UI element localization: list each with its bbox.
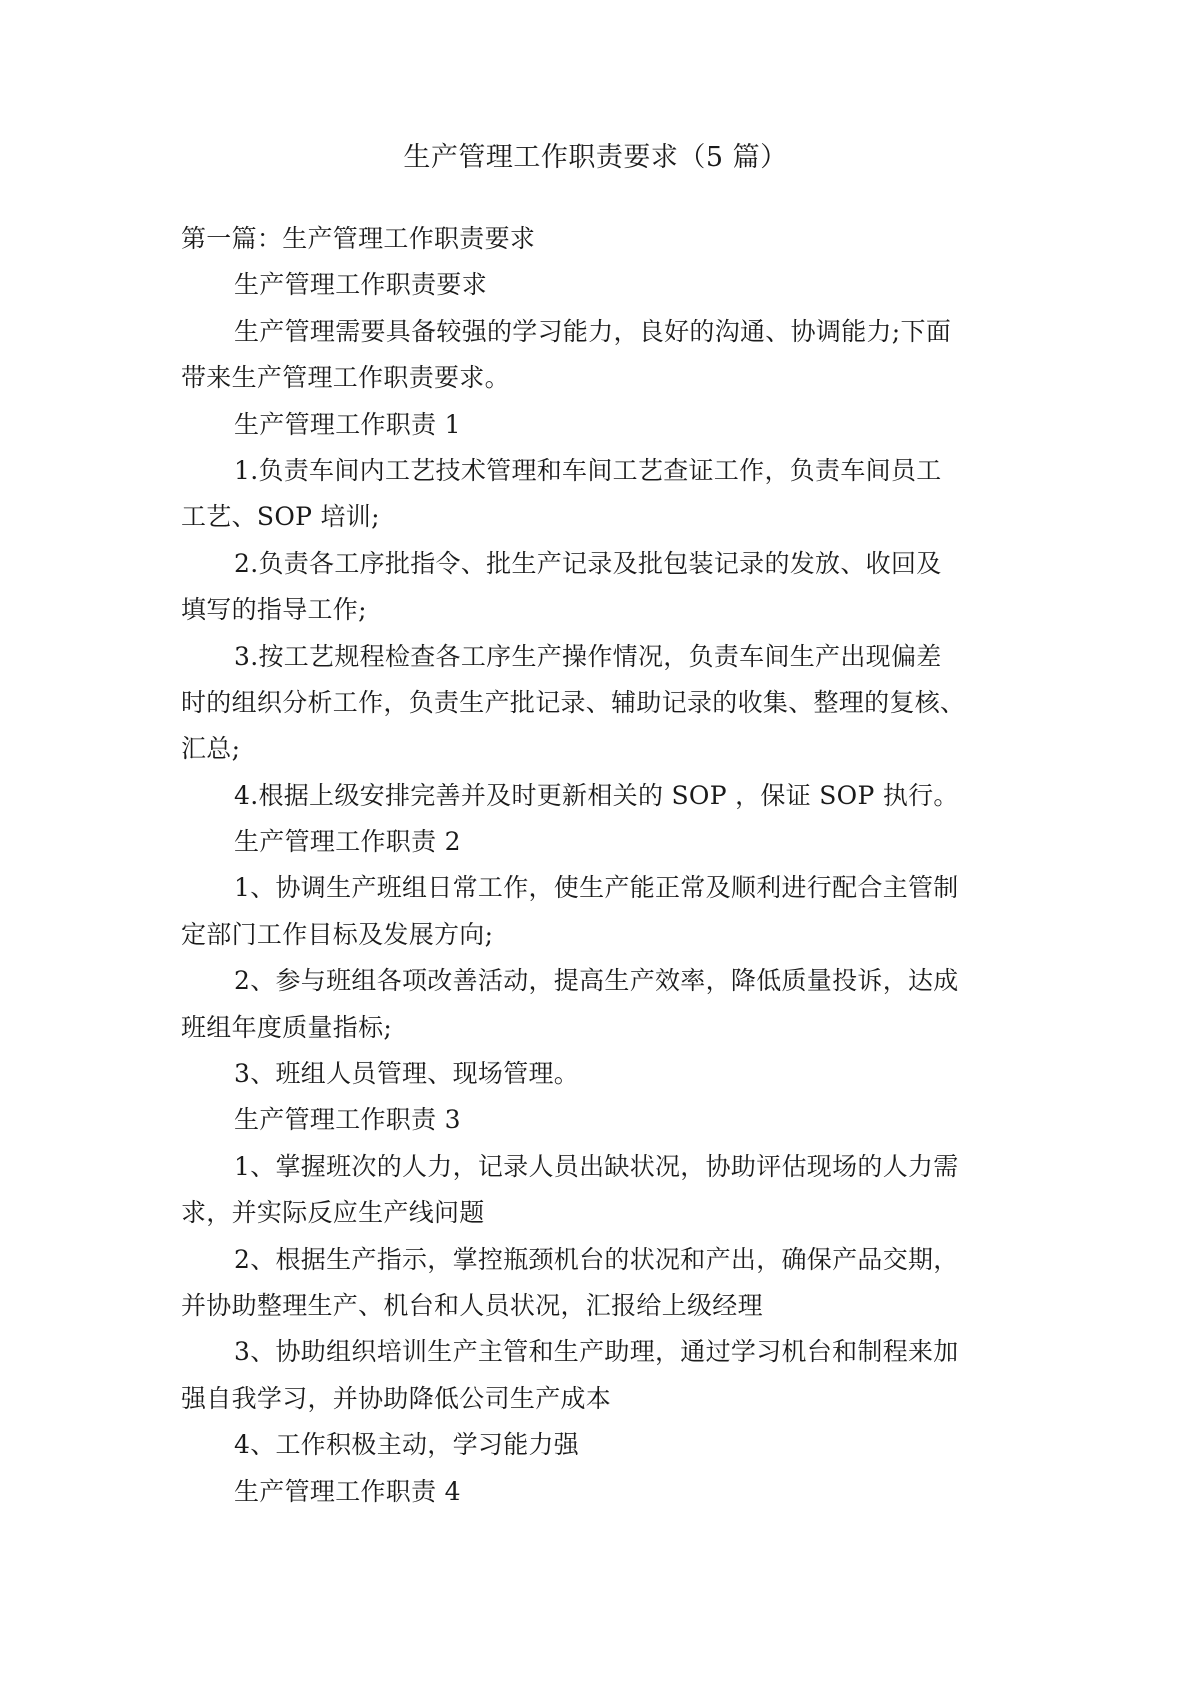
text-line: 第一篇：生产管理工作职责要求 xyxy=(181,224,536,253)
text-line: 定部门工作目标及发展方向; xyxy=(181,919,494,949)
text-line: 生产管理工作职责 2 xyxy=(234,827,461,857)
text-line: 生产管理工作职责 4 xyxy=(234,1476,461,1506)
text-line: 生产管理工作职责 3 xyxy=(234,1105,461,1135)
text-line: 生产管理工作职责 1 xyxy=(234,409,461,439)
text-line: 强自我学习，并协助降低公司生产成本 xyxy=(181,1383,612,1413)
text-line: 3、班组人员管理、现场管理。 xyxy=(234,1059,580,1089)
text-line: 并协助整理生产、机台和人员状况，汇报给上级经理 xyxy=(181,1290,763,1320)
text-line: 时的组织分析工作，负责生产批记录、辅助记录的收集、整理的复核、 xyxy=(181,687,966,717)
text-line: 3.按工艺规程检查各工序生产操作情况，负责车间生产出现偏差 xyxy=(234,641,942,671)
text-line: 4、工作积极主动，学习能力强 xyxy=(234,1430,580,1460)
text-line: 工艺、SOP 培训; xyxy=(181,502,380,532)
text-line: 1、协调生产班组日常工作，使生产能正常及顺利进行配合主管制 xyxy=(234,873,959,903)
text-line: 汇总; xyxy=(181,734,241,764)
text-line: 2.负责各工序批指令、批生产记录及批包装记录的发放、收回及 xyxy=(234,548,942,578)
text-line: 填写的指导工作; xyxy=(181,595,367,625)
document-body xyxy=(181,216,1021,1515)
text-line: 生产管理需要具备较强的学习能力，良好的沟通、协调能力;下面 xyxy=(234,316,952,346)
text-line: 3、协助组织培训生产主管和生产助理，通过学习机台和制程来加 xyxy=(234,1337,959,1367)
text-line: 1、掌握班次的人力，记录人员出缺状况，协助评估现场的人力需 xyxy=(234,1151,959,1181)
text-line: 2、根据生产指示，掌控瓶颈机台的状况和产出，确保产品交期， xyxy=(234,1244,959,1274)
text-line: 1.负责车间内工艺技术管理和车间工艺查证工作，负责车间员工 xyxy=(234,455,942,485)
text-line: 生产管理工作职责要求 xyxy=(234,270,488,300)
text-line: 班组年度质量指标; xyxy=(181,1012,393,1042)
document-title: 生产管理工作职责要求（5 篇） xyxy=(403,142,788,173)
text-line: 2、参与班组各项改善活动，提高生产效率，降低质量投诉，达成 xyxy=(234,966,959,996)
text-line: 4.根据上级安排完善并及时更新相关的 SOP ，保证 SOP 执行。 xyxy=(234,780,959,810)
text-line: 带来生产管理工作职责要求。 xyxy=(181,363,510,393)
text-line: 求，并实际反应生产线问题 xyxy=(181,1198,485,1228)
